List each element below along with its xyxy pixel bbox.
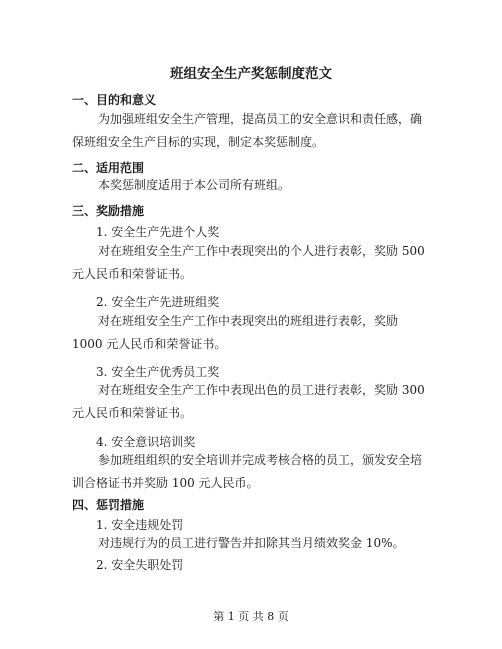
penalty-item-paragraph: 对违规行为的员工进行警告并扣除其当月绩效奖金 10%。: [98, 536, 405, 550]
section-heading-penalties: 四、惩罚措施: [72, 498, 145, 512]
section-paragraph-purpose: 为加强班组安全生产管理，提高员工的安全意识和责任感，确保班组安全生产目标的实现，制定本奖惩制度。: [72, 112, 423, 149]
reward-item-paragraph: 参加班组组织的安全培训并完成考核合格的员工，颁发安全培训合格证书并奖励 100 元人民币。: [72, 453, 423, 490]
reward-item-label: 1. 安全生产先进个人奖: [96, 225, 220, 239]
reward-item-paragraph: 对在班组安全生产工作中表现突出的班组进行表彰，奖励 1000 元人民币和荣誉证书。: [72, 314, 399, 351]
page-footer: 第 1 页 共 8 页: [213, 610, 289, 623]
reward-item-paragraph: 对在班组安全生产工作中表现出色的员工进行表彰，奖励 300 元人民币和荣誉证书。: [72, 383, 425, 420]
document-title: 班组安全生产奖惩制度范文: [170, 66, 332, 82]
section-heading-purpose: 一、目的和意义: [72, 93, 157, 107]
section-heading-rewards: 三、奖励措施: [72, 204, 145, 218]
penalty-item-label: 1. 安全违规处罚: [96, 518, 184, 532]
section-paragraph-scope: 本奖惩制度适用于本公司所有班组。: [98, 178, 291, 192]
reward-item-paragraph: 对在班组安全生产工作中表现突出的个人进行表彰，奖励 500 元人民币和荣誉证书。: [72, 244, 425, 281]
reward-item-label: 2. 安全生产先进班组奖: [96, 295, 220, 309]
penalty-item-label: 2. 安全失职处罚: [96, 558, 184, 572]
reward-item-label: 4. 安全意识培训奖: [96, 435, 196, 449]
section-heading-scope: 二、适用范围: [72, 161, 145, 175]
reward-item-label: 3. 安全生产优秀员工奖: [96, 365, 220, 379]
